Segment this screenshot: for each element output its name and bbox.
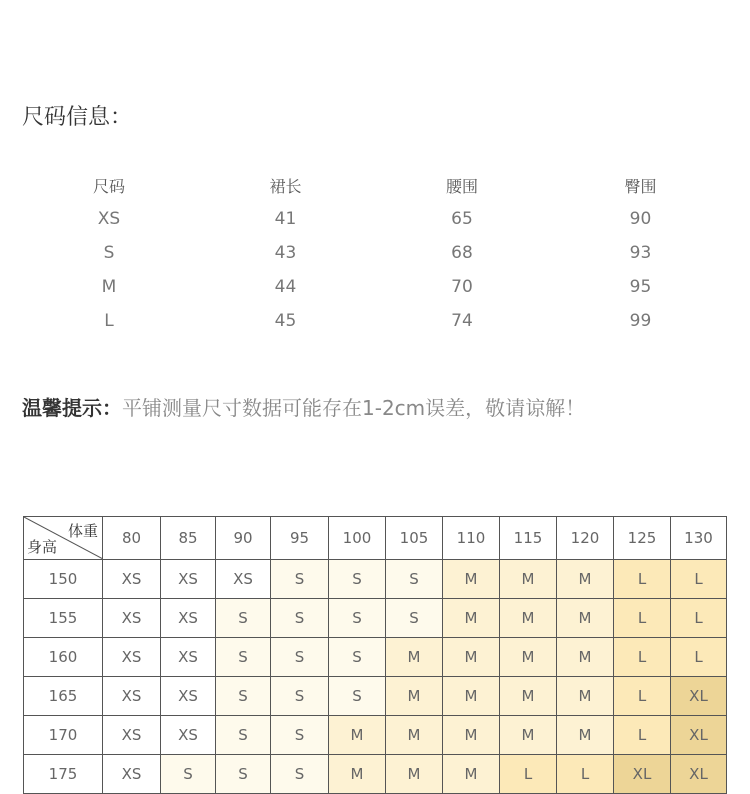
hip-cell: 95: [629, 277, 652, 297]
table-row: [24, 716, 727, 755]
table-row: [24, 638, 727, 677]
size-cell: M: [443, 638, 500, 677]
size-cell: L: [614, 716, 671, 755]
weight-header: 80: [103, 517, 161, 560]
tip-label: 温馨提示：: [22, 396, 122, 420]
weight-header: 95: [271, 517, 329, 560]
size-info-title: 尺码信息：: [22, 105, 133, 130]
size-cell: XS: [103, 755, 161, 794]
size-cell: XS: [103, 677, 161, 716]
size-cell: S: [386, 599, 443, 638]
size-cell: M: [500, 560, 557, 599]
weight-header: 90: [216, 517, 271, 560]
size-measurement-table: [20, 168, 730, 338]
table-row: [24, 677, 727, 716]
size-cell: S: [216, 599, 271, 638]
table-row: [24, 755, 727, 794]
height-cell: 160: [24, 638, 103, 677]
weight-header: 115: [500, 517, 557, 560]
size-cell: S: [271, 638, 329, 677]
size-cell: M: [557, 716, 614, 755]
size-cell: XL: [671, 716, 727, 755]
size-cell: XS: [161, 716, 216, 755]
size-cell: L: [671, 560, 727, 599]
table-row: [20, 236, 730, 270]
tip-text: 平铺测量尺寸数据可能存在1-2cm误差，敬请谅解！: [122, 396, 586, 420]
size-cell: S: [216, 638, 271, 677]
weight-header: 120: [557, 517, 614, 560]
size-cell: S: [271, 599, 329, 638]
size-cell: L: [557, 755, 614, 794]
weight-header-row: [24, 517, 727, 560]
height-cell: 165: [24, 677, 103, 716]
size-cell: S: [329, 677, 386, 716]
size-cell: S: [329, 560, 386, 599]
weight-header: 125: [614, 517, 671, 560]
size-cell: M: [443, 677, 500, 716]
size-cell: S: [271, 755, 329, 794]
height-label: 身高: [27, 538, 58, 556]
size-cell: XL: [671, 755, 727, 794]
size-cell: XS: [216, 560, 271, 599]
size-cell: L: [614, 638, 671, 677]
warm-tip: [22, 392, 585, 421]
size-cell: S: [271, 716, 329, 755]
waist-cell: 68: [451, 243, 473, 263]
weight-header: 110: [443, 517, 500, 560]
chart-body: [24, 560, 727, 794]
header-waist: 腰围: [445, 176, 478, 196]
size-cell: M: [443, 599, 500, 638]
size-cell: M: [557, 638, 614, 677]
size-cell: S: [329, 599, 386, 638]
size-cell: XS: [161, 638, 216, 677]
table-row: [20, 202, 730, 236]
skirt-length-cell: 41: [274, 209, 297, 229]
corner-cell: [24, 517, 103, 560]
size-cell: L: [500, 755, 557, 794]
size-cell: M: [329, 755, 386, 794]
size-cell: XS: [103, 716, 161, 755]
size-cell: S: [161, 755, 216, 794]
header-skirt-length: 裙长: [269, 176, 302, 196]
size-cell: M: [500, 677, 557, 716]
size-cell: M: [101, 277, 117, 297]
size-cell: XS: [97, 209, 121, 229]
skirt-length-cell: 43: [274, 243, 297, 263]
size-recommendation-chart: [23, 516, 727, 794]
table-row: [20, 270, 730, 304]
skirt-length-cell: 45: [274, 311, 297, 331]
size-cell: S: [271, 560, 329, 599]
size-cell: XS: [103, 599, 161, 638]
weight-header: 130: [671, 517, 727, 560]
size-cell: S: [103, 243, 115, 263]
header-hip: 臀围: [624, 176, 657, 196]
skirt-length-cell: 44: [274, 277, 297, 297]
table-row: [24, 560, 727, 599]
size-cell: M: [443, 716, 500, 755]
size-cell: M: [386, 755, 443, 794]
weight-header: 105: [386, 517, 443, 560]
height-cell: 170: [24, 716, 103, 755]
hip-cell: 99: [629, 311, 652, 331]
size-cell: M: [557, 560, 614, 599]
size-cell: M: [386, 677, 443, 716]
size-cell: L: [671, 599, 727, 638]
hip-cell: 90: [629, 209, 652, 229]
height-cell: 150: [24, 560, 103, 599]
height-cell: 155: [24, 599, 103, 638]
size-cell: XS: [161, 677, 216, 716]
weight-header: 100: [329, 517, 386, 560]
weight-label: 体重: [67, 522, 98, 540]
size-cell: M: [500, 638, 557, 677]
size-table-header: [20, 168, 730, 202]
size-cell: M: [329, 716, 386, 755]
size-cell: XS: [103, 638, 161, 677]
size-cell: M: [557, 599, 614, 638]
weight-header: 85: [161, 517, 216, 560]
size-cell: M: [557, 677, 614, 716]
height-cell: 175: [24, 755, 103, 794]
size-cell: L: [671, 638, 727, 677]
size-cell: S: [386, 560, 443, 599]
size-cell: S: [216, 716, 271, 755]
table-row: [20, 304, 730, 338]
size-cell: L: [614, 677, 671, 716]
size-cell: XS: [161, 560, 216, 599]
size-cell: L: [614, 599, 671, 638]
size-cell: XS: [161, 599, 216, 638]
size-cell: XL: [614, 755, 671, 794]
size-cell: XL: [671, 677, 727, 716]
waist-cell: 70: [451, 277, 473, 297]
size-cell: S: [216, 677, 271, 716]
size-cell: S: [216, 755, 271, 794]
waist-cell: 74: [451, 311, 473, 331]
size-cell: S: [271, 677, 329, 716]
size-cell: L: [104, 311, 114, 331]
size-cell: L: [614, 560, 671, 599]
size-cell: S: [329, 638, 386, 677]
hip-cell: 93: [629, 243, 652, 263]
waist-cell: 65: [451, 209, 473, 229]
size-cell: M: [500, 599, 557, 638]
size-cell: M: [500, 716, 557, 755]
size-cell: M: [443, 755, 500, 794]
table-row: [24, 599, 727, 638]
header-size: 尺码: [92, 176, 125, 196]
size-cell: XS: [103, 560, 161, 599]
size-cell: M: [443, 560, 500, 599]
size-cell: M: [386, 716, 443, 755]
size-cell: M: [386, 638, 443, 677]
